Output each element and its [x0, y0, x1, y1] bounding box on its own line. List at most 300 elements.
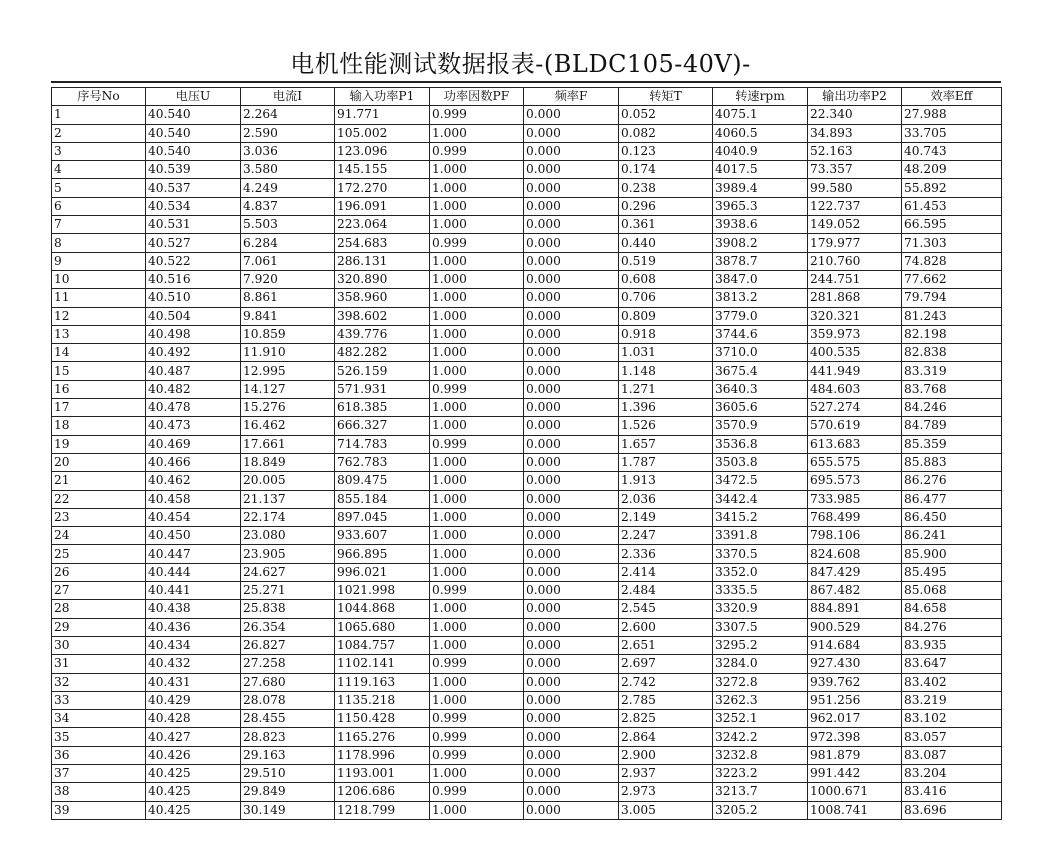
table-row	[52, 618, 1002, 636]
cell-input-power: 809.475	[335, 472, 430, 490]
header-power-factor: 功率因数PF	[430, 88, 524, 106]
cell-index: 5	[52, 179, 146, 197]
cell-efficiency: 61.453	[902, 197, 1002, 215]
cell-power-factor: 1.000	[430, 124, 524, 142]
cell-power-factor: 0.999	[430, 746, 524, 764]
cell-index: 7	[52, 216, 146, 234]
cell-torque: 2.937	[619, 764, 713, 782]
cell-frequency: 0.000	[524, 270, 619, 288]
cell-speed: 3295.2	[713, 636, 808, 654]
cell-voltage: 40.462	[146, 472, 241, 490]
table-row	[52, 234, 1002, 252]
cell-frequency: 0.000	[524, 307, 619, 325]
cell-efficiency: 86.450	[902, 508, 1002, 526]
cell-power-factor: 1.000	[430, 490, 524, 508]
cell-current: 5.503	[241, 216, 335, 234]
cell-current: 18.849	[241, 453, 335, 471]
table-row	[52, 691, 1002, 709]
cell-torque: 0.361	[619, 216, 713, 234]
cell-input-power: 1021.998	[335, 582, 430, 600]
cell-torque: 1.787	[619, 453, 713, 471]
header-index: 序号No	[52, 88, 146, 106]
cell-output-power: 400.535	[808, 344, 902, 362]
cell-torque: 1.396	[619, 399, 713, 417]
cell-voltage: 40.539	[146, 161, 241, 179]
cell-output-power: 951.256	[808, 691, 902, 709]
cell-frequency: 0.000	[524, 380, 619, 398]
cell-index: 9	[52, 252, 146, 270]
header-input-power: 输入功率P1	[335, 88, 430, 106]
cell-output-power: 962.017	[808, 710, 902, 728]
cell-power-factor: 1.000	[430, 197, 524, 215]
table-row	[52, 746, 1002, 764]
cell-voltage: 40.537	[146, 179, 241, 197]
cell-current: 12.995	[241, 362, 335, 380]
cell-speed: 3640.3	[713, 380, 808, 398]
cell-current: 4.837	[241, 197, 335, 215]
cell-current: 27.258	[241, 655, 335, 673]
cell-output-power: 768.499	[808, 508, 902, 526]
cell-output-power: 99.580	[808, 179, 902, 197]
cell-torque: 2.036	[619, 490, 713, 508]
cell-output-power: 981.879	[808, 746, 902, 764]
cell-power-factor: 0.999	[430, 582, 524, 600]
cell-frequency: 0.000	[524, 124, 619, 142]
cell-efficiency: 71.303	[902, 234, 1002, 252]
cell-speed: 3307.5	[713, 618, 808, 636]
cell-index: 36	[52, 746, 146, 764]
data-table	[51, 87, 1002, 820]
cell-index: 25	[52, 545, 146, 563]
cell-frequency: 0.000	[524, 453, 619, 471]
cell-input-power: 571.931	[335, 380, 430, 398]
cell-speed: 3472.5	[713, 472, 808, 490]
cell-power-factor: 0.999	[430, 142, 524, 160]
cell-output-power: 210.760	[808, 252, 902, 270]
cell-speed: 3223.2	[713, 764, 808, 782]
cell-input-power: 1135.218	[335, 691, 430, 709]
cell-current: 29.163	[241, 746, 335, 764]
cell-output-power: 527.274	[808, 399, 902, 417]
header-row	[52, 88, 1002, 106]
cell-input-power: 526.159	[335, 362, 430, 380]
cell-torque: 1.657	[619, 435, 713, 453]
cell-input-power: 254.683	[335, 234, 430, 252]
cell-speed: 3779.0	[713, 307, 808, 325]
table-row	[52, 783, 1002, 801]
table-row	[52, 728, 1002, 746]
cell-voltage: 40.447	[146, 545, 241, 563]
cell-efficiency: 83.402	[902, 673, 1002, 691]
cell-frequency: 0.000	[524, 216, 619, 234]
cell-torque: 2.697	[619, 655, 713, 673]
cell-output-power: 613.683	[808, 435, 902, 453]
cell-frequency: 0.000	[524, 508, 619, 526]
cell-index: 30	[52, 636, 146, 654]
cell-current: 29.510	[241, 764, 335, 782]
cell-input-power: 223.064	[335, 216, 430, 234]
cell-input-power: 439.776	[335, 325, 430, 343]
cell-frequency: 0.000	[524, 106, 619, 124]
cell-efficiency: 66.595	[902, 216, 1002, 234]
cell-index: 11	[52, 289, 146, 307]
cell-efficiency: 82.838	[902, 344, 1002, 362]
cell-voltage: 40.492	[146, 344, 241, 362]
cell-frequency: 0.000	[524, 179, 619, 197]
cell-torque: 0.918	[619, 325, 713, 343]
cell-current: 28.078	[241, 691, 335, 709]
table-row	[52, 600, 1002, 618]
cell-power-factor: 1.000	[430, 161, 524, 179]
cell-power-factor: 1.000	[430, 545, 524, 563]
cell-voltage: 40.450	[146, 527, 241, 545]
cell-voltage: 40.534	[146, 197, 241, 215]
cell-speed: 3272.8	[713, 673, 808, 691]
cell-current: 7.920	[241, 270, 335, 288]
cell-power-factor: 1.000	[430, 289, 524, 307]
cell-current: 28.823	[241, 728, 335, 746]
header-voltage: 电压U	[146, 88, 241, 106]
table-row	[52, 563, 1002, 581]
cell-output-power: 149.052	[808, 216, 902, 234]
cell-output-power: 798.106	[808, 527, 902, 545]
cell-voltage: 40.522	[146, 252, 241, 270]
cell-torque: 1.913	[619, 472, 713, 490]
cell-power-factor: 0.999	[430, 783, 524, 801]
cell-input-power: 286.131	[335, 252, 430, 270]
table-row	[52, 508, 1002, 526]
table-row	[52, 307, 1002, 325]
table-row	[52, 801, 1002, 819]
cell-efficiency: 84.789	[902, 417, 1002, 435]
cell-power-factor: 1.000	[430, 527, 524, 545]
cell-input-power: 196.091	[335, 197, 430, 215]
cell-voltage: 40.458	[146, 490, 241, 508]
cell-input-power: 1178.996	[335, 746, 430, 764]
cell-output-power: 1008.741	[808, 801, 902, 819]
cell-frequency: 0.000	[524, 399, 619, 417]
cell-index: 4	[52, 161, 146, 179]
cell-index: 35	[52, 728, 146, 746]
cell-speed: 3908.2	[713, 234, 808, 252]
cell-speed: 3415.2	[713, 508, 808, 526]
table-row	[52, 545, 1002, 563]
cell-index: 31	[52, 655, 146, 673]
cell-frequency: 0.000	[524, 746, 619, 764]
cell-current: 2.264	[241, 106, 335, 124]
cell-torque: 2.336	[619, 545, 713, 563]
cell-frequency: 0.000	[524, 655, 619, 673]
cell-voltage: 40.427	[146, 728, 241, 746]
cell-index: 23	[52, 508, 146, 526]
cell-speed: 3213.7	[713, 783, 808, 801]
cell-index: 38	[52, 783, 146, 801]
cell-current: 29.849	[241, 783, 335, 801]
cell-output-power: 244.751	[808, 270, 902, 288]
cell-torque: 2.785	[619, 691, 713, 709]
table-row	[52, 380, 1002, 398]
cell-index: 20	[52, 453, 146, 471]
header-torque: 转矩T	[619, 88, 713, 106]
cell-input-power: 1102.141	[335, 655, 430, 673]
cell-power-factor: 1.000	[430, 325, 524, 343]
cell-efficiency: 85.900	[902, 545, 1002, 563]
cell-power-factor: 1.000	[430, 307, 524, 325]
table-row	[52, 216, 1002, 234]
cell-output-power: 52.163	[808, 142, 902, 160]
cell-current: 24.627	[241, 563, 335, 581]
cell-voltage: 40.540	[146, 124, 241, 142]
cell-speed: 3989.4	[713, 179, 808, 197]
cell-voltage: 40.425	[146, 783, 241, 801]
cell-frequency: 0.000	[524, 197, 619, 215]
cell-voltage: 40.434	[146, 636, 241, 654]
cell-frequency: 0.000	[524, 673, 619, 691]
cell-current: 14.127	[241, 380, 335, 398]
cell-power-factor: 0.999	[430, 728, 524, 746]
cell-voltage: 40.469	[146, 435, 241, 453]
table-row	[52, 417, 1002, 435]
cell-frequency: 0.000	[524, 618, 619, 636]
cell-efficiency: 84.246	[902, 399, 1002, 417]
cell-power-factor: 0.999	[430, 380, 524, 398]
cell-power-factor: 1.000	[430, 399, 524, 417]
cell-efficiency: 83.087	[902, 746, 1002, 764]
cell-current: 16.462	[241, 417, 335, 435]
cell-torque: 1.526	[619, 417, 713, 435]
cell-index: 8	[52, 234, 146, 252]
table-row	[52, 344, 1002, 362]
cell-input-power: 1193.001	[335, 764, 430, 782]
cell-torque: 1.271	[619, 380, 713, 398]
cell-input-power: 1065.680	[335, 618, 430, 636]
cell-index: 29	[52, 618, 146, 636]
cell-efficiency: 79.794	[902, 289, 1002, 307]
cell-speed: 3205.2	[713, 801, 808, 819]
cell-frequency: 0.000	[524, 636, 619, 654]
cell-index: 17	[52, 399, 146, 417]
cell-index: 2	[52, 124, 146, 142]
cell-output-power: 359.973	[808, 325, 902, 343]
cell-input-power: 123.096	[335, 142, 430, 160]
cell-frequency: 0.000	[524, 691, 619, 709]
cell-torque: 2.864	[619, 728, 713, 746]
cell-output-power: 733.985	[808, 490, 902, 508]
cell-input-power: 618.385	[335, 399, 430, 417]
cell-speed: 3503.8	[713, 453, 808, 471]
cell-input-power: 105.002	[335, 124, 430, 142]
cell-efficiency: 55.892	[902, 179, 1002, 197]
cell-index: 28	[52, 600, 146, 618]
cell-speed: 3965.3	[713, 197, 808, 215]
cell-current: 23.905	[241, 545, 335, 563]
cell-output-power: 570.619	[808, 417, 902, 435]
cell-current: 17.661	[241, 435, 335, 453]
cell-torque: 1.031	[619, 344, 713, 362]
cell-output-power: 939.762	[808, 673, 902, 691]
cell-torque: 0.052	[619, 106, 713, 124]
cell-input-power: 897.045	[335, 508, 430, 526]
cell-input-power: 145.155	[335, 161, 430, 179]
table-row	[52, 362, 1002, 380]
cell-power-factor: 0.999	[430, 655, 524, 673]
cell-power-factor: 1.000	[430, 472, 524, 490]
cell-input-power: 1206.686	[335, 783, 430, 801]
cell-speed: 3442.4	[713, 490, 808, 508]
cell-torque: 0.123	[619, 142, 713, 160]
cell-speed: 3675.4	[713, 362, 808, 380]
table-row	[52, 325, 1002, 343]
cell-torque: 2.742	[619, 673, 713, 691]
cell-efficiency: 83.416	[902, 783, 1002, 801]
cell-index: 27	[52, 582, 146, 600]
cell-frequency: 0.000	[524, 490, 619, 508]
cell-speed: 3570.9	[713, 417, 808, 435]
cell-efficiency: 83.057	[902, 728, 1002, 746]
cell-efficiency: 83.319	[902, 362, 1002, 380]
cell-output-power: 34.893	[808, 124, 902, 142]
cell-speed: 3391.8	[713, 527, 808, 545]
cell-voltage: 40.482	[146, 380, 241, 398]
cell-input-power: 91.771	[335, 106, 430, 124]
cell-speed: 3605.6	[713, 399, 808, 417]
cell-current: 26.827	[241, 636, 335, 654]
table-row	[52, 161, 1002, 179]
cell-frequency: 0.000	[524, 600, 619, 618]
cell-efficiency: 83.696	[902, 801, 1002, 819]
cell-output-power: 991.442	[808, 764, 902, 782]
cell-current: 20.005	[241, 472, 335, 490]
cell-current: 3.036	[241, 142, 335, 160]
cell-input-power: 1084.757	[335, 636, 430, 654]
cell-speed: 3847.0	[713, 270, 808, 288]
cell-frequency: 0.000	[524, 325, 619, 343]
cell-speed: 4075.1	[713, 106, 808, 124]
cell-voltage: 40.540	[146, 106, 241, 124]
cell-input-power: 762.783	[335, 453, 430, 471]
cell-speed: 3352.0	[713, 563, 808, 581]
cell-efficiency: 86.276	[902, 472, 1002, 490]
cell-torque: 2.825	[619, 710, 713, 728]
cell-efficiency: 83.204	[902, 764, 1002, 782]
cell-efficiency: 85.068	[902, 582, 1002, 600]
cell-index: 13	[52, 325, 146, 343]
cell-efficiency: 77.662	[902, 270, 1002, 288]
cell-torque: 0.174	[619, 161, 713, 179]
cell-efficiency: 81.243	[902, 307, 1002, 325]
cell-frequency: 0.000	[524, 783, 619, 801]
cell-output-power: 824.608	[808, 545, 902, 563]
cell-frequency: 0.000	[524, 764, 619, 782]
cell-current: 22.174	[241, 508, 335, 526]
cell-efficiency: 83.935	[902, 636, 1002, 654]
cell-torque: 0.238	[619, 179, 713, 197]
cell-efficiency: 83.647	[902, 655, 1002, 673]
cell-efficiency: 86.477	[902, 490, 1002, 508]
table-row	[52, 197, 1002, 215]
cell-output-power: 281.868	[808, 289, 902, 307]
cell-frequency: 0.000	[524, 234, 619, 252]
cell-index: 32	[52, 673, 146, 691]
cell-index: 34	[52, 710, 146, 728]
table-row	[52, 435, 1002, 453]
cell-output-power: 847.429	[808, 563, 902, 581]
cell-torque: 2.973	[619, 783, 713, 801]
cell-efficiency: 85.495	[902, 563, 1002, 581]
table-row	[52, 527, 1002, 545]
cell-torque: 0.082	[619, 124, 713, 142]
cell-torque: 0.440	[619, 234, 713, 252]
cell-voltage: 40.498	[146, 325, 241, 343]
cell-efficiency: 83.768	[902, 380, 1002, 398]
cell-input-power: 1044.868	[335, 600, 430, 618]
cell-index: 24	[52, 527, 146, 545]
cell-speed: 4060.5	[713, 124, 808, 142]
cell-voltage: 40.516	[146, 270, 241, 288]
cell-input-power: 398.602	[335, 307, 430, 325]
cell-voltage: 40.429	[146, 691, 241, 709]
cell-power-factor: 1.000	[430, 270, 524, 288]
cell-torque: 2.247	[619, 527, 713, 545]
cell-voltage: 40.438	[146, 600, 241, 618]
cell-speed: 3335.5	[713, 582, 808, 600]
cell-frequency: 0.000	[524, 417, 619, 435]
cell-output-power: 884.891	[808, 600, 902, 618]
cell-torque: 2.651	[619, 636, 713, 654]
cell-output-power: 655.575	[808, 453, 902, 471]
cell-efficiency: 85.359	[902, 435, 1002, 453]
cell-current: 25.838	[241, 600, 335, 618]
header-output-power: 输出功率P2	[808, 88, 902, 106]
cell-index: 18	[52, 417, 146, 435]
cell-index: 19	[52, 435, 146, 453]
cell-torque: 2.149	[619, 508, 713, 526]
cell-efficiency: 83.219	[902, 691, 1002, 709]
cell-power-factor: 1.000	[430, 216, 524, 234]
table-row	[52, 142, 1002, 160]
cell-voltage: 40.428	[146, 710, 241, 728]
cell-power-factor: 1.000	[430, 362, 524, 380]
cell-torque: 1.148	[619, 362, 713, 380]
table-row	[52, 270, 1002, 288]
cell-input-power: 172.270	[335, 179, 430, 197]
cell-voltage: 40.531	[146, 216, 241, 234]
cell-current: 26.354	[241, 618, 335, 636]
cell-power-factor: 1.000	[430, 344, 524, 362]
cell-torque: 0.809	[619, 307, 713, 325]
table-row	[52, 124, 1002, 142]
table-row	[52, 490, 1002, 508]
table-row	[52, 655, 1002, 673]
table-row	[52, 179, 1002, 197]
cell-current: 4.249	[241, 179, 335, 197]
table-row	[52, 252, 1002, 270]
cell-current: 21.137	[241, 490, 335, 508]
cell-output-power: 320.321	[808, 307, 902, 325]
cell-current: 27.680	[241, 673, 335, 691]
header-frequency: 频率F	[524, 88, 619, 106]
cell-torque: 2.900	[619, 746, 713, 764]
cell-speed: 3232.8	[713, 746, 808, 764]
cell-power-factor: 1.000	[430, 508, 524, 526]
cell-input-power: 996.021	[335, 563, 430, 581]
cell-input-power: 320.890	[335, 270, 430, 288]
cell-power-factor: 1.000	[430, 252, 524, 270]
cell-index: 26	[52, 563, 146, 581]
cell-index: 15	[52, 362, 146, 380]
cell-speed: 3744.6	[713, 325, 808, 343]
cell-speed: 4017.5	[713, 161, 808, 179]
